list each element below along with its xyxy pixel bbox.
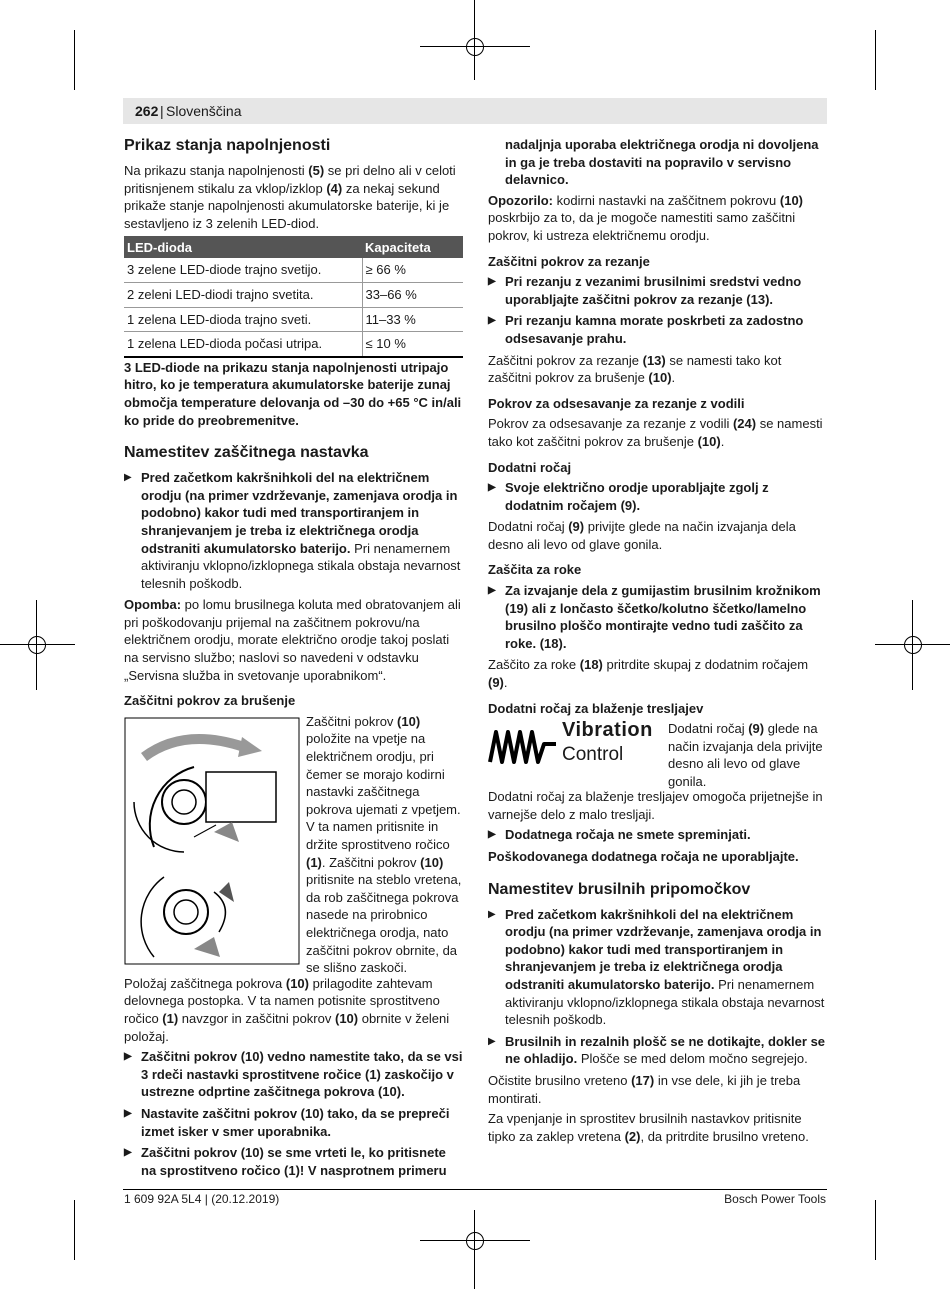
paragraph: Za vpenjanje in sprostitev brusilnih nastavkov pritisnite tipko za zaklep vretena (2), da pritrdite brusilno vreteno. bbox=[488, 1111, 809, 1144]
bullet-item: ▶ Pred začetkom kakršnihkoli del na električnem orodju (na primer vzdrževanje, zamenjava orodja in podobno) kakor tudi med transportiranjem in shranjevanjem je treba iz električnega orodja odstraniti akumulatorsko baterijo. Pri nenamernem aktiviranju vklopno/izklopnega stikala obstaja nevarnost telesnih poškodb. bbox=[124, 470, 461, 591]
bullet-item: ▶ Pri rezanju kamna morate poskrbeti za zadostno odsesavanje prahu. bbox=[488, 313, 804, 346]
bullet-triangle-icon: ▶ bbox=[124, 1051, 132, 1063]
led-table bbox=[124, 236, 463, 357]
bullet-triangle-icon: ▶ bbox=[124, 1147, 132, 1159]
table-cell: 1 zelena LED-dioda trajno sveti. bbox=[124, 307, 362, 332]
crop-mark bbox=[875, 30, 876, 90]
guard-illustration bbox=[124, 717, 300, 965]
paragraph: Očistite brusilno vreteno (17) in vse dele, ki jih je treba montirati. bbox=[488, 1072, 801, 1106]
paragraph: Zaščitni pokrov za rezanje (13) se namesti tako kot zaščitni pokrov za brušenje (10). bbox=[488, 352, 782, 386]
vibration-logo-bottom: Control bbox=[562, 744, 624, 766]
registration-mark bbox=[466, 1232, 484, 1250]
warning-text: 3 LED-diode na prikazu stanja napolnjenosti utripajo hitro, ko je temperatura akumulatorske baterije zunaj območja temperature delovanja od –30 do +65 °C in/ali ko pride do preobremenitve. bbox=[124, 359, 462, 428]
bullet-item: ▶ Za izvajanje dela z gumijastim brusilnim krožnikom (19) ali z lončasto ščetko/kolutno ščetko/lamelno brusilno ploščo montirajte vedno tudi zaščito za roke. (18). bbox=[488, 583, 821, 651]
bullet-triangle-icon: ▶ bbox=[488, 482, 496, 494]
bullet-item: ▶ Svoje električno orodje uporabljajte zgolj z dodatnim ročajem (9). bbox=[488, 480, 769, 513]
paragraph: Na prikazu stanja napolnjenosti (5) se pri delno ali v celoti pritisnjenem stikalu za vklop/izklop (4) za nekaj sekund prikaže stanje napolnjenosti akumulatorske baterije, ki je sestavljeno iz 3 zelenih LED-diod. bbox=[124, 163, 456, 231]
paragraph: Zaščito za roke (18) pritrdite skupaj z dodatnim ročajem (9). bbox=[488, 657, 809, 691]
footer-rule bbox=[123, 1189, 827, 1190]
subsection-title: Zaščita za roke bbox=[488, 562, 582, 578]
figure-block bbox=[124, 713, 463, 975]
table-cell: 2 zeleni LED-diodi trajno svetita. bbox=[124, 282, 362, 307]
bullet-item: ▶ Zaščitni pokrov (10) vedno namestite tako, da se vsi 3 rdeči nastavki sprostitvene ročice (1) zaskočijo v ustrezne odprtine zaščitnega pokrova (10). bbox=[124, 1049, 463, 1100]
paragraph: Dodatni ročaj (9) privijte glede na način izvajanja dela desno ali levo od glave gonila. bbox=[488, 519, 796, 552]
crop-mark bbox=[74, 1200, 75, 1260]
vibration-side-text: Dodatni ročaj (9) glede na način izvajanja dela privijte desno ali levo od glave gonila. bbox=[668, 721, 823, 789]
table-row bbox=[124, 282, 463, 307]
table-cell: 11–33 % bbox=[362, 307, 463, 332]
crop-mark bbox=[74, 30, 75, 90]
paragraph: Položaj zaščitnega pokrova (10) prilagodite zahtevam delovnega postopka. V ta namen potisnite sprostitveno ročico (1) navzgor in zaščitni pokrov (10) obrnite v želeni položaj. bbox=[124, 975, 450, 1044]
warning-text: Poškodovanega dodatnega ročaja ne uporabljajte. bbox=[488, 849, 799, 864]
table-header-row bbox=[124, 236, 463, 258]
footer-brand: Bosch Power Tools bbox=[724, 1192, 826, 1206]
registration-mark bbox=[466, 38, 484, 56]
bullet-item: ▶ Zaščitni pokrov (10) se sme vrteti le, ko pritisnete na sprostitveno ročico (1)! V nasprotnem primeru bbox=[124, 1145, 447, 1178]
subsection-title: Dodatni ročaj bbox=[488, 459, 572, 475]
table-cell: 3 zelene LED-diode trajno svetijo. bbox=[124, 258, 362, 282]
crop-mark bbox=[875, 1200, 876, 1260]
bullet-item: ▶ Nastavite zaščitni pokrov (10) tako, da se prepreči izmet isker v smer uporabnika. bbox=[124, 1106, 450, 1139]
section-title: Namestitev zaščitnega nastavka bbox=[124, 444, 369, 462]
bullet-triangle-icon: ▶ bbox=[488, 315, 496, 327]
warning-note: Opozorilo: kodirni nastavki na zaščitnem pokrovu (10) poskrbijo za to, da je mogoče namestiti samo zaščitni pokrov, ki ustreza električnemu orodju. bbox=[488, 192, 804, 243]
bullet-triangle-icon: ▶ bbox=[488, 829, 496, 841]
subsection-title: Zaščitni pokrov za rezanje bbox=[488, 253, 650, 269]
registration-mark bbox=[28, 636, 46, 654]
vibration-block bbox=[488, 720, 826, 788]
table-cell: 33–66 % bbox=[362, 282, 463, 307]
table-cell: ≥ 66 % bbox=[362, 258, 463, 282]
subsection-title: Pokrov za odsesavanje za rezanje z vodili bbox=[488, 395, 745, 411]
bullet-item: ▶ Dodatnega ročaja ne smete spreminjati. bbox=[488, 827, 751, 843]
table-row bbox=[124, 332, 463, 357]
vibration-logo-top: Vibration bbox=[562, 719, 653, 742]
figure-side-text: Zaščitni pokrov (10) položite na vpetje na električnem orodju, pri čemer se morajo kodirni nastavki zaščitnega pokrova ujemati z vpetjem. V ta namen pritisnite in držite sprostitveno ročico (1). Zaščitni pokrov (10) pritisnite na steblo vretena, da rob zaščitnega pokrova nasede na prirobnico električnega orodja, nato zaščitni pokrov obrnite, da se slišno zaskoči. bbox=[306, 713, 462, 976]
table-header: Kapaciteta bbox=[362, 236, 463, 258]
table-row bbox=[124, 258, 463, 282]
table-row bbox=[124, 307, 463, 332]
left-column bbox=[124, 136, 463, 1183]
subsection-title: Dodatni ročaj za blaženje tresljajev bbox=[488, 700, 704, 716]
table-cell: 1 zelena LED-dioda počasi utripa. bbox=[124, 332, 362, 357]
paragraph: Pokrov za odsesavanje za rezanje z vodili (24) se namesti tako kot zaščitni pokrov za brušenje (10). bbox=[488, 416, 823, 449]
right-column bbox=[488, 136, 826, 1148]
note: Opomba: po lomu brusilnega koluta med obratovanjem ali pri poškodovanju prijemal na zaščitnem pokrovu/na električnem orodju, morate električno orodje takoj poslati na servisno službo; naslovi so navedeni v odstavku „Servisna služba in svetovanje uporabnikom“. bbox=[124, 597, 461, 683]
footer-doc-id: 1 609 92A 5L4 | (20.12.2019) bbox=[124, 1192, 280, 1206]
table-cell: ≤ 10 % bbox=[362, 332, 463, 357]
header-separator: | bbox=[160, 103, 164, 119]
bullet-item: ▶ Pri rezanju z vezanimi brusilnimi sredstvi vedno uporabljajte zaščitni pokrov za rezanje (13). bbox=[488, 274, 802, 307]
bullet-triangle-icon: ▶ bbox=[488, 585, 496, 597]
bullet-triangle-icon: ▶ bbox=[124, 1108, 132, 1119]
paragraph: Dodatni ročaj za blaženje tresljajev omogoča prijetnejše in varnejše delo z malo tresljaji. bbox=[488, 789, 823, 822]
bullet-continuation: nadaljnja uporaba električnega orodja ni dovoljena in ga je treba dostaviti na popravilo v servisno delavnico. bbox=[505, 137, 819, 188]
bullet-triangle-icon: ▶ bbox=[488, 276, 496, 288]
bullet-triangle-icon: ▶ bbox=[488, 908, 496, 920]
subsection-title: Zaščitni pokrov za brušenje bbox=[124, 693, 296, 709]
registration-mark bbox=[904, 636, 922, 654]
bullet-item: ▶ Pred začetkom kakršnihkoli del na električnem orodju (na primer vzdrževanje, zamenjava orodja in podobno) kakor tudi med transportiranjem in shranjevanjem je treba iz električnega orodja odstraniti akumulatorsko baterijo. Pri nenamernem aktiviranju vklopno/izklopnega stikala obstaja nevarnost telesnih poškodb. bbox=[488, 906, 825, 1028]
bullet-triangle-icon: ▶ bbox=[124, 472, 132, 484]
table-header: LED-dioda bbox=[124, 236, 362, 258]
bullet-item: ▶ Brusilnih in rezalnih plošč se ne dotikajte, dokler se ne ohladijo. Plošče se med delom močno segrejejo. bbox=[488, 1033, 826, 1067]
page-number: 262 bbox=[135, 103, 159, 119]
section-title: Namestitev brusilnih pripomočkov bbox=[488, 880, 751, 898]
bullet-triangle-icon: ▶ bbox=[488, 1035, 496, 1047]
section-title: Prikaz stanja napolnjenosti bbox=[124, 137, 331, 154]
header-language: Slovenščina bbox=[166, 103, 242, 119]
